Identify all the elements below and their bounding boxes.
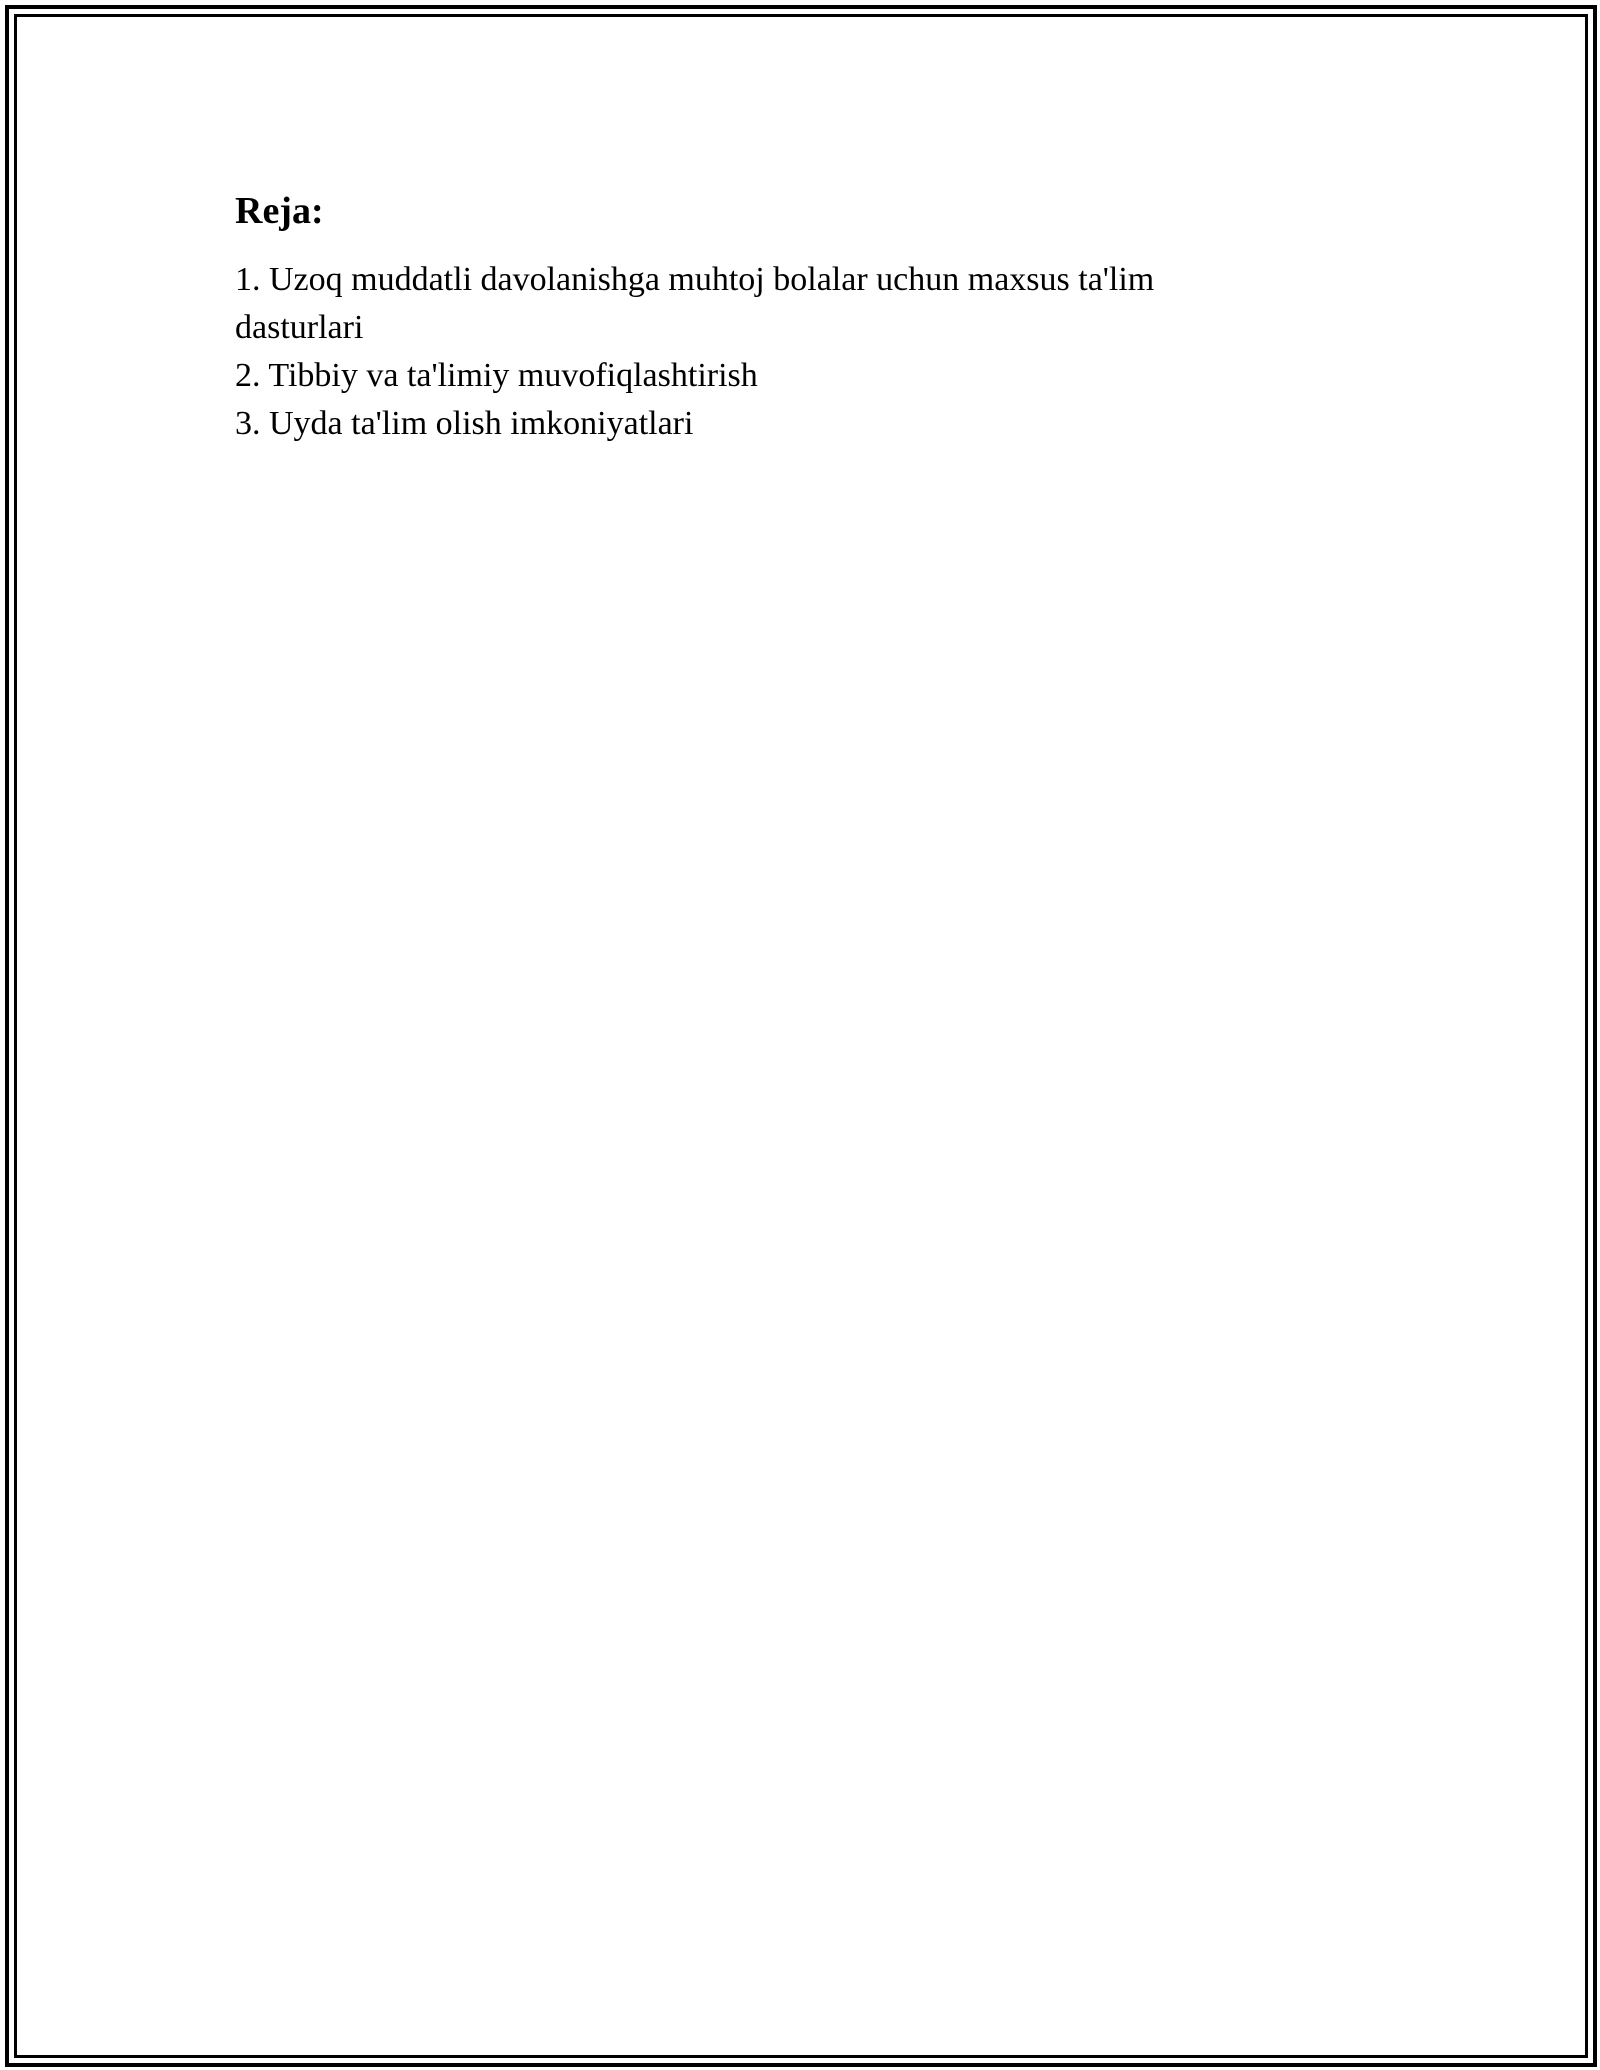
page-title: Reja: [235, 190, 324, 232]
page-content [235, 186, 1345, 448]
plan-item-2: 2. Tibbiy va ta'limiy muvofiqlashtirish [235, 357, 758, 394]
plan-item-1: 1. Uzoq muddatli davolanishga muhtoj bolalar uchun maxsus ta'lim dasturlari [235, 261, 1155, 346]
plan-item-3: 3. Uyda ta'lim olish imkoniyatlari [235, 405, 694, 442]
plan-list [235, 256, 1345, 448]
